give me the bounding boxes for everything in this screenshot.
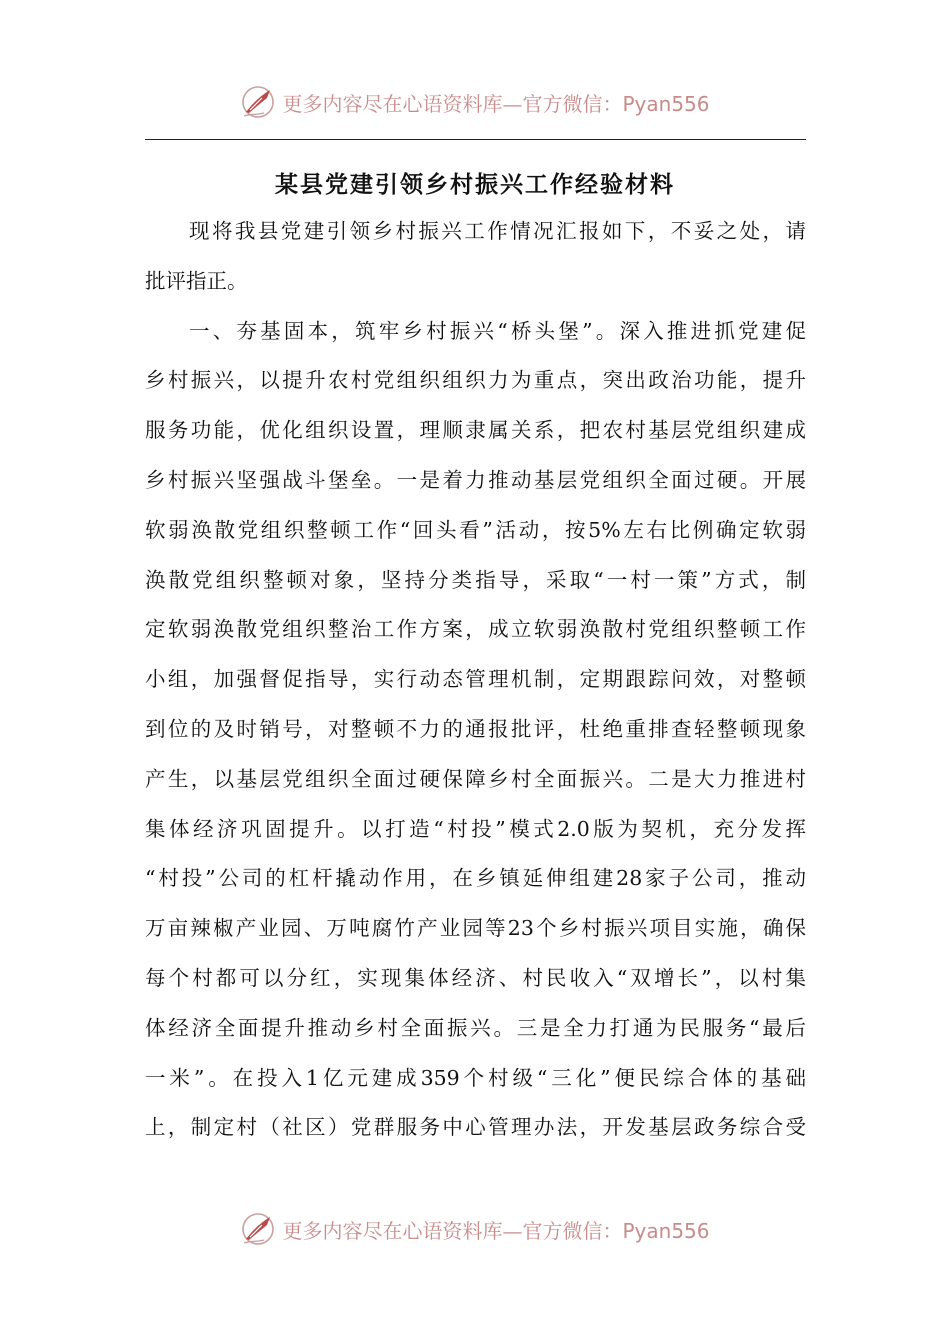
body-line: 产生，以基层党组织全面过硬保障乡村全面振兴。二是大力推进村	[145, 766, 806, 791]
watermark-text: 更多内容尽在心语资料库—官方微信：Pyan556	[282, 91, 710, 116]
body-line: “村投”公司的杠杆撬动作用，在乡镇延伸组建28家子公司，推动	[145, 866, 806, 891]
document-title: 某县党建引领乡村振兴工作经验材料	[275, 171, 675, 198]
body-line: 一米”。在投入1亿元建成359个村级“三化”便民综合体的基础	[145, 1065, 806, 1090]
document-body	[145, 207, 806, 1153]
body-line: 乡村振兴坚强战斗堡垒。一是着力推动基层党组织全面过硬。开展	[145, 467, 806, 492]
wechat-id: Pyan556	[622, 1218, 710, 1243]
body-line: 集体经济巩固提升。以打造“村投”模式2.0版为契机，充分发挥	[145, 816, 806, 841]
body-line: 一、夯基固本，筑牢乡村振兴“桥头堡”。深入推进抓党建促	[189, 318, 806, 343]
body-line: 上，制定村（社区）党群服务中心管理办法，开发基层政务综合受	[145, 1115, 806, 1140]
footer-watermark-banner	[0, 1211, 950, 1247]
body-line: 现将我县党建引领乡村振兴工作情况汇报如下，不妥之处，请	[189, 219, 806, 243]
body-line: 服务功能，优化组织设置，理顺隶属关系，把农村基层党组织建成	[145, 418, 806, 443]
body-line: 每个村都可以分红，实现集体经济、村民收入“双增长”，以村集	[145, 965, 806, 990]
body-line: 乡村振兴，以提升农村党组织组织力为重点，突出政治功能，提升	[145, 368, 806, 393]
body-line: 到位的及时销号，对整顿不力的通报批评，杜绝重排查轻整顿现象	[145, 716, 806, 741]
pen-nib-logo-icon	[240, 84, 276, 120]
body-line: 软弱涣散党组织整顿工作“回头看”活动，按5%左右比例确定软弱	[145, 517, 806, 542]
body-line: 万亩辣椒产业园、万吨腐竹产业园等23个乡村振兴项目实施，确保	[145, 916, 806, 941]
header-divider	[145, 139, 806, 140]
wechat-id: Pyan556	[622, 91, 710, 116]
pen-nib-logo-icon	[240, 1211, 276, 1247]
body-line: 涣散党组织整顿对象，坚持分类指导，采取“一村一策”方式，制	[145, 567, 806, 592]
body-line: 批评指正。	[145, 268, 248, 293]
header-watermark-banner	[0, 84, 950, 120]
watermark-text: 更多内容尽在心语资料库—官方微信：Pyan556	[282, 1218, 710, 1243]
body-line: 体经济全面提升推动乡村全面振兴。三是全力打通为民服务“最后	[145, 1015, 806, 1040]
body-line: 小组，加强督促指导，实行动态管理机制，定期跟踪问效，对整顿	[145, 667, 806, 692]
body-line: 定软弱涣散党组织整治工作方案，成立软弱涣散村党组织整顿工作	[145, 617, 806, 642]
